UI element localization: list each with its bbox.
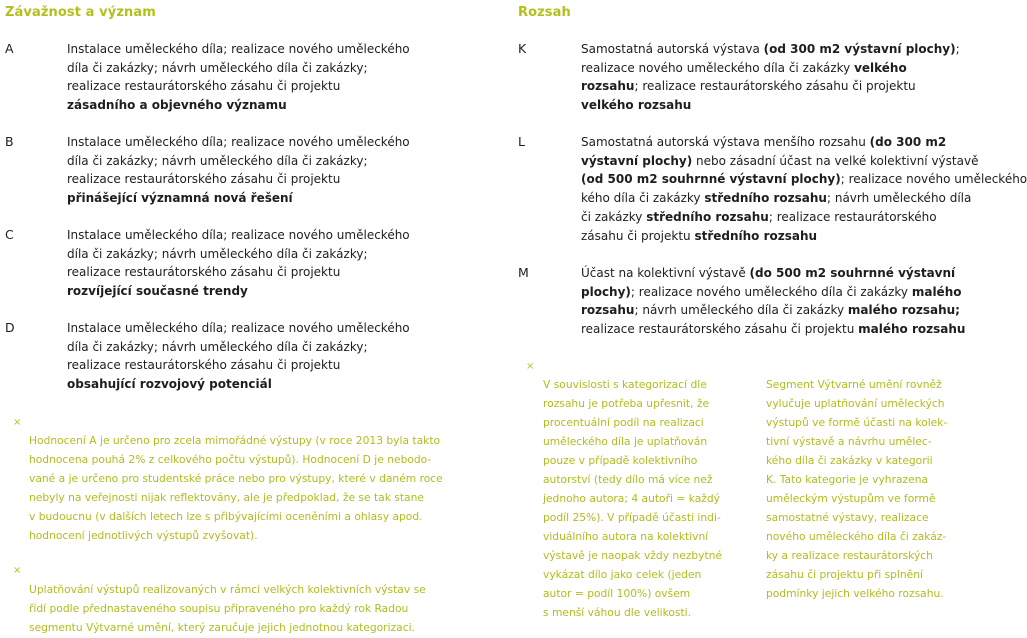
bold-segment: středního rozsahu: [704, 191, 827, 206]
text-line: [67, 319, 410, 338]
text-segment: ;: [955, 42, 960, 56]
note-line: autor = podíl 100%) ovšem: [543, 587, 691, 600]
heading-severity: Závažnost a význam: [5, 5, 156, 20]
text-segment: ; návrh uměleckého díla: [826, 191, 972, 206]
note-line: rozsahu je potřeba upřesnit, že: [543, 397, 710, 410]
text-line: [581, 264, 965, 283]
text-line: [67, 245, 410, 264]
text-segment: ; realizace restaurátorského: [768, 209, 937, 224]
text-segment: díla či zakázky; návrh uměleckého díla či zakázky;: [67, 246, 368, 261]
text-segment: ; realizace nového uměleckého díla či zakázky: [630, 284, 912, 299]
note-line: výstavě je naopak vždy nezbytné: [543, 549, 723, 562]
note-marker-icon: ×: [526, 361, 535, 372]
bold-segment: velkého: [854, 60, 907, 75]
key-m: M: [518, 265, 529, 280]
text-segment: ; realizace restaurátorského zásahu či projektu: [634, 79, 916, 94]
note-scope-percentage: [543, 375, 722, 622]
text-line: [581, 59, 960, 78]
text-segment: realizace restaurátorského zásahu či projektu: [67, 172, 341, 187]
note-line: nebyly na veřejnosti nijak reflektovány, ale je předpoklad, že se tak stane: [29, 491, 424, 504]
note-line: tivní výstavě a návrhu umělec-: [766, 435, 932, 448]
bold-segment: výstavní plochy): [581, 153, 693, 168]
text-line: [67, 170, 410, 189]
text-line: [67, 96, 410, 115]
note-line: kého díla či zakázky v kategorii: [766, 454, 933, 467]
note-line: Hodnocení A je určeno pro zcela mimořádné výstupy (v roce 2013 byla takto: [29, 434, 441, 447]
text-segment: kého díla či zakázky: [581, 191, 705, 206]
text-line: [581, 96, 960, 115]
bold-segment: (od 300 m2 výstavní plochy): [763, 42, 956, 56]
note-line: zásahu či projektu při splnění: [766, 568, 923, 581]
text-segment: Instalace uměleckého díla; realizace nového uměleckého: [67, 321, 410, 335]
text-line: [67, 226, 410, 245]
text-segment: díla či zakázky; návrh uměleckého díla či zakázky;: [67, 339, 368, 354]
entry-a: [67, 40, 410, 115]
text-line: [581, 189, 1027, 208]
text-segment: realizace restaurátorského zásahu či projektu: [67, 358, 341, 373]
text-line: [581, 320, 965, 339]
text-segment: realizace restaurátorského zásahu či projektu: [67, 265, 341, 280]
text-segment: díla či zakázky; návrh uměleckého díla či zakázky;: [67, 153, 368, 168]
note-line: pouze v případě kolektivního: [543, 454, 698, 467]
key-d: D: [5, 320, 15, 335]
text-segment: ; realizace nového uměleckého: [840, 172, 1027, 187]
text-line: [581, 283, 965, 302]
heading-scope: Rozsah: [518, 5, 571, 20]
text-line: [67, 59, 410, 78]
bold-segment: přinášející významná nová řešení: [67, 191, 293, 206]
note-collective: [29, 580, 426, 637]
note-line: uměleckým výstupům ve formě: [766, 492, 936, 505]
text-line: [581, 170, 1027, 189]
note-line: s menší váhou dle velikosti.: [543, 606, 692, 619]
text-line: [67, 40, 410, 59]
key-a: A: [5, 41, 14, 56]
note-line: jednoho autora; 4 autoři = každý: [543, 492, 720, 505]
bold-segment: velkého rozsahu: [581, 98, 692, 113]
bold-segment: malého: [911, 284, 962, 299]
note-line: procentuální podíl na realizaci: [543, 416, 704, 429]
note-line: výstupů ve formě účasti na kolek-: [766, 416, 948, 429]
bold-segment: středního rozsahu: [646, 209, 769, 224]
note-line: K. Tato kategorie je vyhrazena: [766, 473, 929, 486]
key-c: C: [5, 227, 14, 242]
bold-segment: plochy): [581, 284, 631, 299]
text-segment: Samostatná autorská výstava: [581, 42, 764, 56]
note-line: ky a realizace restaurátorských: [766, 549, 933, 562]
text-segment: ; návrh uměleckého díla či zakázky: [634, 303, 848, 318]
text-line: [67, 356, 410, 375]
text-line: [67, 189, 410, 208]
note-line: nového uměleckého díla či zakáz-: [766, 530, 947, 543]
key-l: L: [518, 134, 525, 149]
note-line: V souvislosti s kategorizací dle: [543, 378, 707, 391]
note-line: segmentu Výtvarné umění, který zaručuje jejich jednotnou kategorizaci.: [29, 621, 415, 634]
note-line: v budoucnu (v dalších letech lze s přibývajícími oceněními a ohlasy apod.: [29, 510, 423, 523]
bold-segment: malého rozsahu;: [847, 303, 960, 318]
text-line: [67, 282, 410, 301]
bold-segment: zásadního a objevného významu: [67, 98, 287, 113]
bold-segment: rozsahu: [581, 79, 635, 94]
bold-segment: (do 300 m2: [869, 135, 947, 149]
bold-segment: malého rozsahu: [858, 322, 966, 337]
text-segment: Instalace uměleckého díla; realizace nového uměleckého: [67, 135, 410, 149]
text-segment: realizace restaurátorského zásahu či projektu: [67, 79, 341, 94]
text-segment: Instalace uměleckého díla; realizace nového uměleckého: [67, 228, 410, 242]
text-line: [581, 77, 960, 96]
text-segment: nebo zásadní účast na velké kolektivní výstavě: [692, 153, 979, 168]
entry-b: [67, 133, 410, 208]
note-line: hodnocena pouhá 2% z celkového počtu výstupů). Hodnocení D je nebodo-: [29, 453, 432, 466]
bold-segment: (do 500 m2 souhrnné výstavní: [749, 266, 956, 280]
entry-k: [581, 40, 960, 115]
text-line: [581, 152, 1027, 171]
text-line: [67, 133, 410, 152]
bold-segment: rozvíjející současné trendy: [67, 284, 248, 299]
text-segment: Samostatná autorská výstava menšího rozsahu: [581, 135, 870, 149]
key-k: K: [518, 41, 527, 56]
text-segment: zásahu či projektu: [581, 228, 695, 243]
text-segment: či zakázky: [581, 209, 647, 224]
text-segment: Účast na kolektivní výstavě: [581, 266, 750, 280]
text-segment: Instalace uměleckého díla; realizace nového uměleckého: [67, 42, 410, 56]
note-line: podmínky jejich velkého rozsahu.: [766, 587, 944, 600]
text-line: [581, 40, 960, 59]
note-line: řídí podle přednastaveného soupisu připraveného pro každý rok Radou: [29, 602, 409, 615]
text-line: [581, 227, 1027, 246]
entry-c: [67, 226, 410, 301]
note-marker-icon: ×: [13, 565, 22, 576]
note-rating: [29, 431, 443, 545]
note-line: autorství (tedy dílo má více než: [543, 473, 713, 486]
text-segment: díla či zakázky; návrh uměleckého díla či zakázky;: [67, 60, 368, 75]
text-line: [67, 152, 410, 171]
note-marker-icon: ×: [13, 417, 22, 428]
entry-d: [67, 319, 410, 394]
text-line: [581, 301, 965, 320]
bold-segment: rozsahu: [581, 303, 635, 318]
note-line: Segment Výtvarné umění rovněž: [766, 378, 942, 391]
text-line: [581, 208, 1027, 227]
note-line: podíl 25%). V případě účasti indi-: [543, 511, 721, 524]
note-segment-exclusion: [766, 375, 947, 603]
note-line: vykázat dílo jako celek (jeden: [543, 568, 702, 581]
key-b: B: [5, 134, 14, 149]
text-line: [67, 338, 410, 357]
note-line: hodnocení jednotlivých výstupů zvyšovat).: [29, 529, 258, 542]
text-line: [67, 375, 410, 394]
note-line: viduálního autora na kolektivní: [543, 530, 709, 543]
note-line: uměleckého díla je uplatňován: [543, 435, 708, 448]
text-segment: realizace restaurátorského zásahu či projektu: [581, 322, 859, 337]
entry-m: [581, 264, 965, 339]
note-line: Uplatňování výstupů realizovaných v rámci velkých kolektivních výstav se: [29, 583, 426, 596]
text-line: [67, 263, 410, 282]
note-line: samostatné výstavy, realizace: [766, 511, 929, 524]
bold-segment: (od 500 m2 souhrnné výstavní plochy): [581, 172, 841, 187]
text-line: [581, 133, 1027, 152]
note-line: vylučuje uplatňování uměleckých: [766, 397, 945, 410]
text-line: [67, 77, 410, 96]
note-line: vané a je určeno pro studentské práce nebo pro výstupy, které v daném roce: [29, 472, 443, 485]
bold-segment: středního rozsahu: [694, 228, 818, 243]
entry-l: [581, 133, 1027, 245]
bold-segment: obsahující rozvojový potenciál: [67, 377, 272, 392]
text-segment: realizace nového uměleckého díla či zakázky: [581, 60, 855, 75]
